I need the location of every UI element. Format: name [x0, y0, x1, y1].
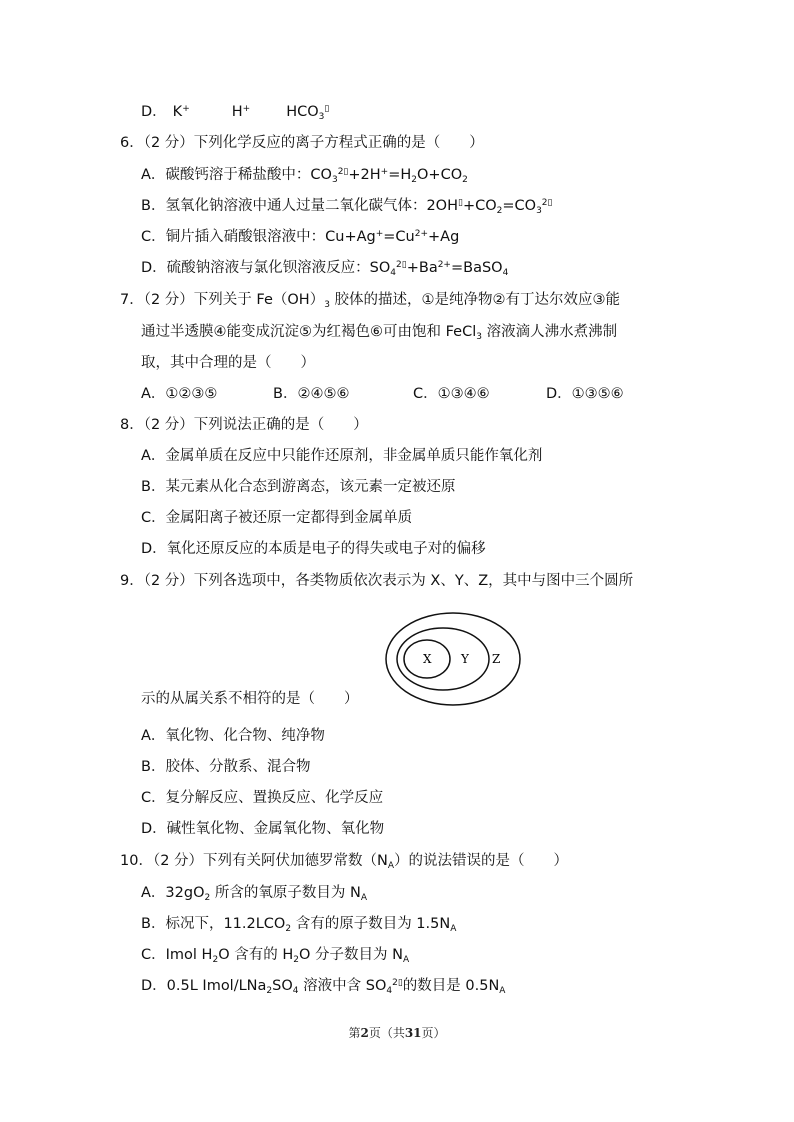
- q7-option-b: B．②④⑤⑥: [273, 386, 350, 402]
- q10-option-c: C．Imol $H_2O$ 含有的 $H_2O$ 分子数目为 $N_A$: [141, 947, 410, 965]
- q6-option-d: D．硫酸钠溶液与氯化钡溶液反应：$SO_4^{2▯}+Ba^{2+}=BaSO_4$: [141, 260, 509, 278]
- q6-option-c: C．铜片插入硝酸银溶液中：$Cu+Ag^+=Cu^{2+}+Ag$: [141, 229, 460, 245]
- q9-stem: 9．（2 分）下列各选项中，各类物质依次表示为 X、Y、Z，其中与图中三个圆所: [120, 573, 634, 589]
- q8-option-b: B．某元素从化合态到游离态，该元素一定被还原: [141, 479, 456, 495]
- q8-stem: 8．（2 分）下列说法正确的是（ ）: [120, 417, 368, 433]
- q7-stem-line2: 通过半透膜④能变成沉淀⑤为红褐色⑥可由饱和 FeCl$_3$ 溶液滴人沸水煮沸制: [141, 324, 618, 342]
- label-y: Y: [461, 652, 469, 666]
- q8-option-a: A．金属单质在反应中只能作还原剂，非金属单质只能作氧化剂: [141, 448, 543, 464]
- q9-option-b: B．胶体、分散系、混合物: [141, 759, 311, 775]
- q7-option-d: D．①③⑤⑥: [546, 386, 624, 402]
- q9-option-c: C．复分解反应、置换反应、化学反应: [141, 790, 384, 806]
- q10-option-a: A．$32gO_2$ 所含的氧原子数目为 $N_A$: [141, 885, 367, 903]
- q7-option-c: C．①③④⑥: [413, 386, 490, 402]
- q6-option-a: A．碳酸钙溶于稀盐酸中：$CO_3^{2▯}+2H^+=H_2O+CO_2$: [141, 167, 468, 185]
- label-x: X: [423, 652, 432, 666]
- page-footer: 第2页（共31页）: [348, 1026, 446, 1040]
- q10-stem: 10．（2 分）下列有关阿伏加德罗常数$(N_A)$的说法错误的是（ ）: [120, 853, 569, 871]
- q7-options: [141, 384, 681, 404]
- q6-stem: 6．（2 分）下列化学反应的离子方程式正确的是（ ）: [120, 135, 484, 151]
- q8-option-d: D．氧化还原反应的本质是电子的得失或电子对的偏移: [141, 541, 486, 557]
- q8-option-c: C．金属阳离子被还原一定都得到金属单质: [141, 510, 413, 526]
- label-z: Z: [492, 652, 501, 666]
- q10-option-b: B．标况下，$11.2LCO_2$ 含有的原子数目为 $1.5N_A$: [141, 916, 457, 934]
- q9-option-d: D．碱性氧化物、金属氧化物、氧化物: [141, 821, 385, 837]
- q7-option-a: A．①②③⑤: [141, 386, 218, 402]
- q9-option-a: A．氧化物、化合物、纯净物: [141, 728, 325, 744]
- venn-diagram: [383, 610, 523, 708]
- q7-stem-line1: 7．（2 分）下列关于 $Fe(OH)_3$ 胶体的描述，①是纯净物②有丁达尔效应③能: [120, 292, 621, 310]
- q5-option-d: D． K+ H+ $HCO_3^▯$: [141, 104, 330, 122]
- q9-stem-cont: 示的从属关系不相符的是（ ）: [141, 691, 359, 707]
- q6-option-b: B．氢氧化钠溶液中通人过量二氧化碳气体：$2OH^▯+CO_2=CO_3^{2▯}$: [141, 198, 553, 216]
- q10-option-d: D．0.5L Imol/$LNa_2SO_4$ 溶液中含 $SO_4^{2▯}$的数目是 $0.5N_A$: [141, 978, 506, 996]
- q7-stem-line3: 取，其中合理的是（ ）: [141, 355, 315, 371]
- circle-y: [397, 628, 489, 690]
